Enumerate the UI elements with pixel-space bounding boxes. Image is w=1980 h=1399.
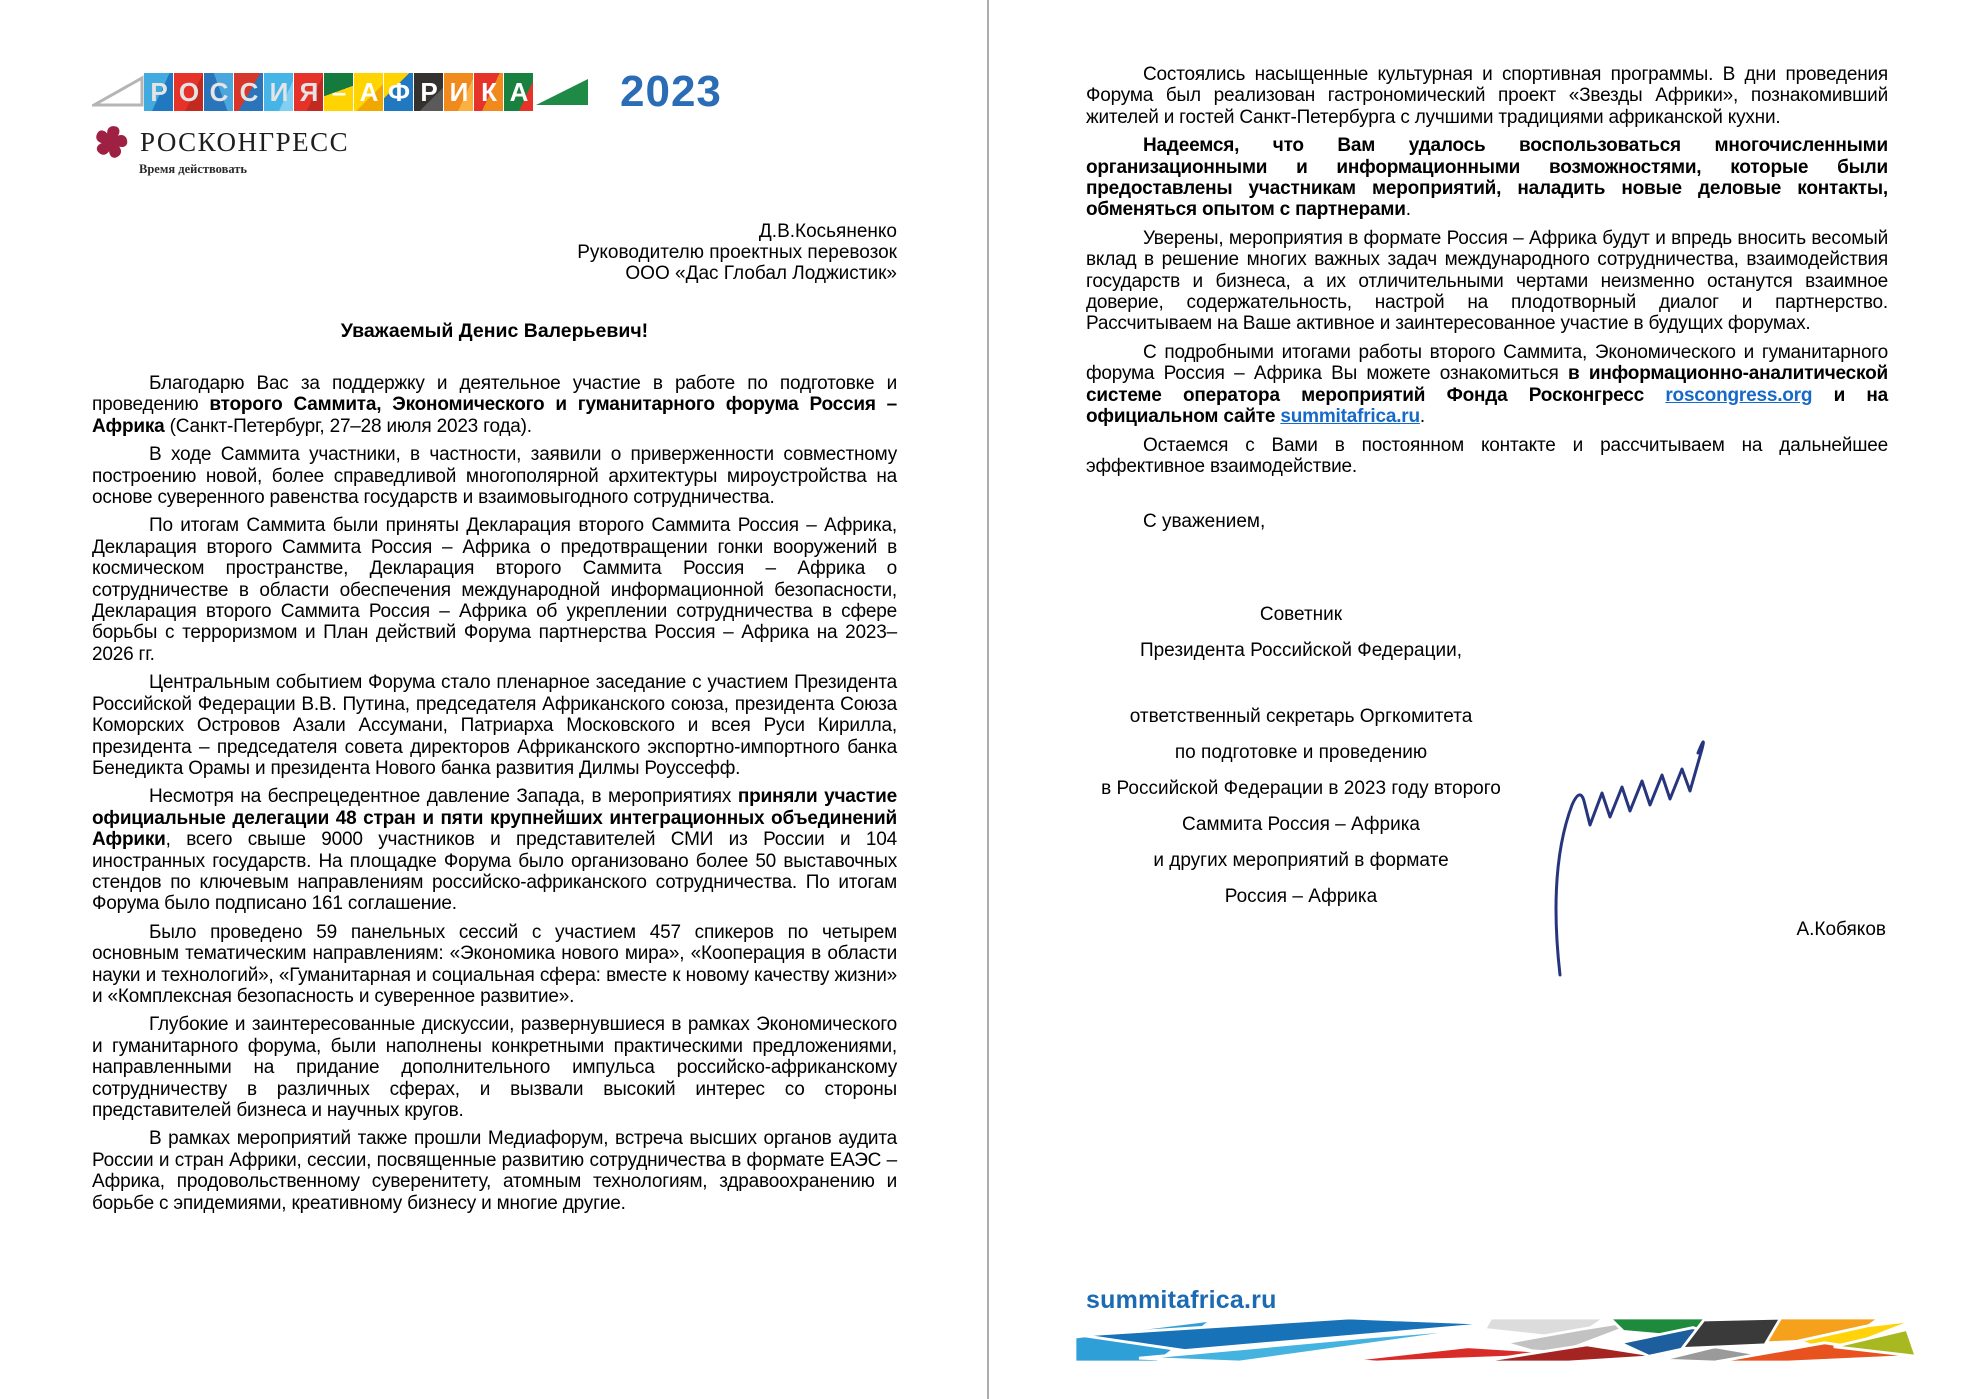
letter-body-left: [92, 373, 897, 1214]
paragraph: [92, 922, 897, 1008]
logo-letter-tile: О: [174, 73, 203, 111]
text-line: Советник: [1259, 604, 1343, 626]
inline-link[interactable]: roscongress.org: [1665, 384, 1813, 406]
logo-letter-tile: И: [444, 73, 473, 111]
text-line: Руководителю проектных перевозок: [577, 242, 897, 263]
logo-letter-tile: Р: [144, 73, 173, 111]
logo-letter-tile: А: [354, 73, 383, 111]
text-segment: Надеемся, что Вам удалось воспользоваться многочисленными организационными и информационными возможностями, которые были предоставлены участникам мероприятий, наладить новые деловые контакты, обменяться опытом с партнерами: [1086, 135, 1888, 221]
footer-url-link[interactable]: summitafrica.ru: [1086, 1286, 1277, 1314]
logo-letter-tile: Р: [414, 73, 443, 111]
text-segment: .: [1405, 199, 1411, 221]
logo-letter-tile: С: [234, 73, 263, 111]
text-line: ООО «Дас Глобал Лоджистик»: [625, 263, 897, 284]
logo-lead-triangle-icon: [92, 73, 144, 111]
handwritten-signature: [1548, 689, 1718, 979]
paragraph: [92, 373, 897, 437]
roscongress-pinwheel-icon: [92, 123, 130, 161]
letter-page-1: [0, 0, 987, 1399]
signer-role-block: [1086, 699, 1516, 915]
text-segment: Глубокие и заинтересованные дискуссии, развернувшиеся в рамках Экономического и гуманитарного форума, были наполнены конкретными практическими предложениями, направленными на придание дополнительного импульса российско-африканскому сотрудничеству в различных сферах, и вызвали высокий интерес со стороны представителей бизнеса и научных кругов.: [92, 1014, 897, 1121]
logo-letter-tile: –: [324, 73, 353, 111]
paragraph: [92, 786, 897, 914]
text-segment: В ходе Саммита участники, в частности, заявили о приверженности совместному построению новой, более справедливой многополярной архитектуры мироустройства на основе суверенного равенства государств и взаимовыгодного сотрудничества.: [92, 444, 897, 509]
logo-letter-tile: А: [504, 73, 533, 111]
recipient-block: [92, 221, 897, 284]
text-segment: второго Саммита, Экономического и гуманитарного форума Россия – Африка: [92, 394, 897, 437]
text-segment: Уверены, мероприятия в формате Россия – Африка будут и впредь вносить весомый вклад в решение многих важных задач международного сотрудничества, взаимодействия государств и бизнеса, а их отличительными чертами неизменно останутся взаимное доверие, содержательность, настрой на плодотворный диалог и партнерство. Рассчитываем на Ваше активное и заинтересованное участие в будущих форумах.: [1086, 227, 1888, 335]
text-segment: Было проведено 59 панельных сессий с участием 457 спикеров по четырем основным тематическим направлениям: «Экономика нового мира», «Кооперация в области науки и технологий», «Гуманитарная и социальная сфера: вместе к новому качеству жизни» и «Комплексная безопасность и суверенное развитие».: [92, 921, 897, 1007]
text-segment: (Санкт-Петербург, 27–28 июля 2023 года).: [164, 415, 532, 437]
logo-letter-tile: И: [264, 73, 293, 111]
text-line: Россия – Африка: [1224, 886, 1378, 908]
text-segment: приняли участие официальные делегации 48 стран и пяти крупнейших интеграционных объединений Африки: [92, 786, 897, 851]
logo-letter-tile: Я: [294, 73, 323, 111]
logo-year: 2023: [620, 67, 722, 116]
text-segment: и на официальном сайте: [1086, 384, 1889, 428]
logo-tail-triangle-icon: [534, 73, 590, 111]
roscongress-logo: [92, 124, 897, 160]
paragraph: [92, 1014, 897, 1121]
text-segment: в информационно-аналитической системе оператора мероприятий Фонда Росконгресс: [1086, 363, 1888, 406]
closing-salutation: С уважением,: [1143, 511, 1266, 533]
signature-area: [1086, 597, 1888, 1017]
paragraph: [92, 444, 897, 508]
logo-letter-tile: К: [474, 73, 503, 111]
text-segment: , всего свыше 9000 участников и представителей СМИ из России и 104 иностранных государств. На площадке Форума было организовано более 50 выставочных стендов по ключевым направлениям российско-африканского сотрудничества. По итогам Форума было подписано 161 соглашение.: [92, 829, 897, 915]
letter-page-2: [989, 0, 1980, 1399]
logo-letter-tiles: [144, 73, 534, 111]
text-segment: Остаемся с Вами в постоянном контакте и рассчитываем на дальнейшее эффективное взаимодействие.: [1086, 434, 1888, 477]
signer-name: А.Кобяков: [1796, 919, 1886, 941]
paragraph: [92, 515, 897, 665]
salutation: Уважаемый Денис Валерьевич!: [340, 320, 649, 342]
paragraph: [1086, 135, 1888, 221]
text-line: Д.В.Косьяненко: [758, 221, 897, 242]
text-line: Саммита Россия – Африка: [1181, 814, 1420, 836]
paragraph: [1086, 228, 1888, 335]
text-segment: Благодарю Вас за поддержку и деятельное участие в работе по подготовке и проведению: [92, 373, 897, 416]
paragraph: [1086, 435, 1888, 478]
text-line: и других мероприятий в формате: [1153, 850, 1449, 872]
paragraph: [1086, 342, 1888, 428]
roscongress-tagline: Время действовать: [139, 162, 248, 176]
text-segment: Центральным событием Форума стало пленарное заседание с участием Президента Российской Федерации В.В. Путина, председателя Африканского союза, президента Союза Коморских Островов Азали Ассумани, Патриарха Московского и всея Руси Кирилла, президента – председателя совета директоров Африканского экспортно-импортного банка Бенедикта Орамы и президента Нового банка развития Дилмы Роуссефф.: [92, 672, 897, 779]
paragraph: [92, 1128, 897, 1214]
text-line: в Российской Федерации в 2023 году второго: [1101, 778, 1501, 800]
inline-link[interactable]: summitafrica.ru: [1280, 406, 1420, 428]
footer-color-stripe: [1075, 1318, 1916, 1362]
signer-title-block: [1086, 597, 1516, 669]
text-segment: .: [1419, 406, 1425, 428]
text-line: ответственный секретарь Оргкомитета: [1129, 706, 1473, 728]
text-segment: Несмотря на беспрецедентное давление Запада, в мероприятиях: [149, 786, 738, 808]
logo-letter-tile: Ф: [384, 73, 413, 111]
letter-body-right: [1086, 64, 1888, 477]
paragraph: [1086, 64, 1888, 128]
roscongress-name: РОСКОНГРЕСС: [140, 126, 350, 157]
text-segment: С подробными итогами работы второго Саммита, Экономического и гуманитарного форума Россия – Африка Вы можете ознакомиться: [1086, 341, 1888, 385]
paragraph: [92, 672, 897, 779]
text-segment: В рамках мероприятий также прошли Медиафорум, встреча высших органов аудита России и стран Африки, сессии, посвященные развитию сотрудничества в формате ЕАЭС – Африка, продовольственному суверенитету, атомным технологиям, здравоохранению и борьбе с эпидемиями, креативному бизнесу и многие другие.: [92, 1128, 897, 1214]
text-segment: По итогам Саммита были приняты Декларация второго Саммита Россия – Африка, Декларация второго Саммита Россия – Африка о предотвращении гонки вооружений в космическом пространстве, Декларация второго Саммита Россия – Африка о сотрудничестве в области обеспечения международной информационной безопасности, Декларация второго Саммита Россия – Африка об укреплении сотрудничества в сфере борьбы с терроризмом и План действий Форума партнерства Россия – Африка на 2023–2026 гг.: [92, 515, 897, 665]
text-segment: Состоялись насыщенные культурная и спортивная программы. В дни проведения Форума был реализован гастрономический проект «Звезды Африки», познакомивший жителей и гостей Санкт-Петербурга с лучшими традициями африканской кухни.: [1086, 64, 1888, 128]
russia-africa-logo: [92, 67, 897, 116]
logo-letter-tile: С: [204, 73, 233, 111]
text-line: Президента Российской Федерации,: [1139, 640, 1463, 662]
text-line: по подготовке и проведению: [1174, 742, 1428, 764]
